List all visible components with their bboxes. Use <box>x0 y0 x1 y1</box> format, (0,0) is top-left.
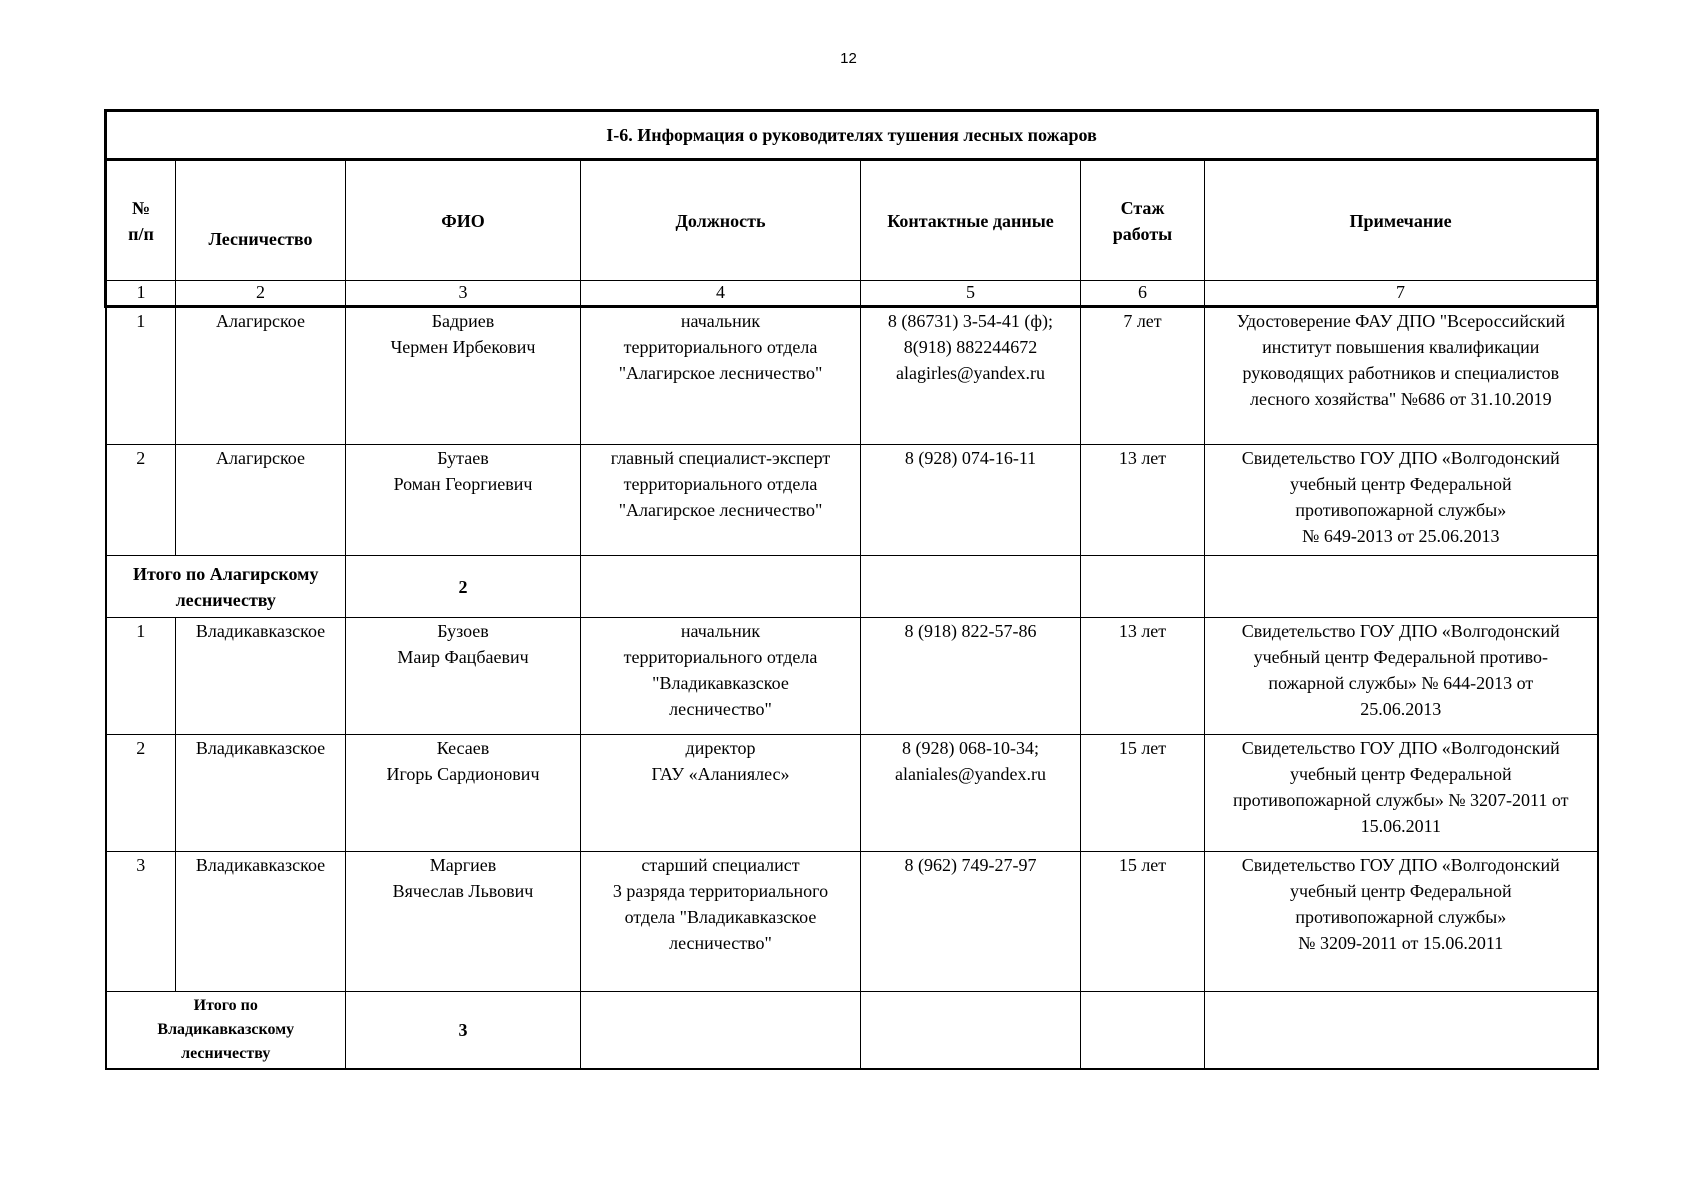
row-num: 1 <box>106 618 176 735</box>
row-fio: Маргиев Вячеслав Львович <box>346 852 581 992</box>
table-row <box>106 445 1598 556</box>
row-note: Свидетельство ГОУ ДПО «Волгодонский учебный центр Федеральной противо- пожарной службы» № 644-2013 от 25.06.2013 <box>1205 618 1598 735</box>
column-number: 1 <box>106 281 176 307</box>
row-contacts: 8 (918) 822-57-86 <box>861 618 1081 735</box>
header-fio: ФИО <box>346 160 581 281</box>
column-numbers-row <box>106 281 1598 307</box>
row-position: директор ГАУ «Аланиялес» <box>581 735 861 852</box>
total-row <box>106 992 1598 1069</box>
row-num: 1 <box>106 307 176 445</box>
row-contacts: 8 (928) 074-16-11 <box>861 445 1081 556</box>
empty-cell <box>581 556 861 618</box>
row-forestry: Владикавказское <box>176 852 346 992</box>
total-row <box>106 556 1598 618</box>
table-row <box>106 618 1598 735</box>
empty-cell <box>1205 556 1598 618</box>
header-row <box>106 160 1598 281</box>
row-note: Свидетельство ГОУ ДПО «Волгодонский учебный центр Федеральной противопожарной службы» № 649-2013 от 25.06.2013 <box>1205 445 1598 556</box>
total-count: 2 <box>346 556 581 618</box>
table-row <box>106 852 1598 992</box>
row-contacts: 8 (928) 068-10-34; alaniales@yandex.ru <box>861 735 1081 852</box>
row-num: 2 <box>106 445 176 556</box>
row-experience: 13 лет <box>1081 618 1205 735</box>
row-fio: Бузоев Маир Фацбаевич <box>346 618 581 735</box>
row-num: 2 <box>106 735 176 852</box>
column-number: 5 <box>861 281 1081 307</box>
row-position: главный специалист-эксперт территориального отдела "Алагирское лесничество" <box>581 445 861 556</box>
row-fio: Бадриев Чермен Ирбекович <box>346 307 581 445</box>
row-forestry: Алагирское <box>176 307 346 445</box>
empty-cell <box>1081 992 1205 1069</box>
row-experience: 15 лет <box>1081 852 1205 992</box>
table-row <box>106 735 1598 852</box>
empty-cell <box>861 992 1081 1069</box>
row-experience: 15 лет <box>1081 735 1205 852</box>
row-fio: Кесаев Игорь Сардионович <box>346 735 581 852</box>
empty-cell <box>581 992 861 1069</box>
total-count: 3 <box>346 992 581 1069</box>
forest-fire-leaders-table <box>104 109 1599 1070</box>
row-note: Свидетельство ГОУ ДПО «Волгодонский учебный центр Федеральной противопожарной службы» № 3207-2011 от 15.06.2011 <box>1205 735 1598 852</box>
row-fio: Бутаев Роман Георгиевич <box>346 445 581 556</box>
row-contacts: 8 (962) 749-27-97 <box>861 852 1081 992</box>
table-title: I-6. Информация о руководителях тушения лесных пожаров <box>106 111 1598 160</box>
empty-cell <box>1205 992 1598 1069</box>
row-position: старший специалист 3 разряда территориального отдела "Владикавказское лесничество" <box>581 852 861 992</box>
row-note: Свидетельство ГОУ ДПО «Волгодонский учебный центр Федеральной противопожарной службы» № 3209-2011 от 15.06.2011 <box>1205 852 1598 992</box>
row-forestry: Алагирское <box>176 445 346 556</box>
row-experience: 7 лет <box>1081 307 1205 445</box>
total-label: Итого по Алагирскому лесничеству <box>106 556 346 618</box>
empty-cell <box>1081 556 1205 618</box>
row-forestry: Владикавказское <box>176 618 346 735</box>
column-number: 2 <box>176 281 346 307</box>
header-num: № п/п <box>106 160 176 281</box>
header-forestry: Лесничество <box>176 160 346 281</box>
header-contacts: Контактные данные <box>861 160 1081 281</box>
table-row <box>106 307 1598 445</box>
row-num: 3 <box>106 852 176 992</box>
row-forestry: Владикавказское <box>176 735 346 852</box>
column-number: 7 <box>1205 281 1598 307</box>
row-contacts: 8 (86731) 3-54-41 (ф); 8(918) 882244672 alagirles@yandex.ru <box>861 307 1081 445</box>
header-position: Должность <box>581 160 861 281</box>
column-number: 6 <box>1081 281 1205 307</box>
page-number: 12 <box>840 50 857 67</box>
row-experience: 13 лет <box>1081 445 1205 556</box>
table-title-row <box>106 111 1598 160</box>
row-position: начальник территориального отдела "Владикавказское лесничество" <box>581 618 861 735</box>
header-note: Примечание <box>1205 160 1598 281</box>
empty-cell <box>861 556 1081 618</box>
header-experience: Стаж работы <box>1081 160 1205 281</box>
row-position: начальник территориального отдела "Алагирское лесничество" <box>581 307 861 445</box>
column-number: 4 <box>581 281 861 307</box>
total-label: Итого по Владикавказскому лесничеству <box>106 992 346 1069</box>
row-note: Удостоверение ФАУ ДПО "Всероссийский институт повышения квалификации руководящих работников и специалистов лесного хозяйства" №686 от 31.10.2019 <box>1205 307 1598 445</box>
column-number: 3 <box>346 281 581 307</box>
